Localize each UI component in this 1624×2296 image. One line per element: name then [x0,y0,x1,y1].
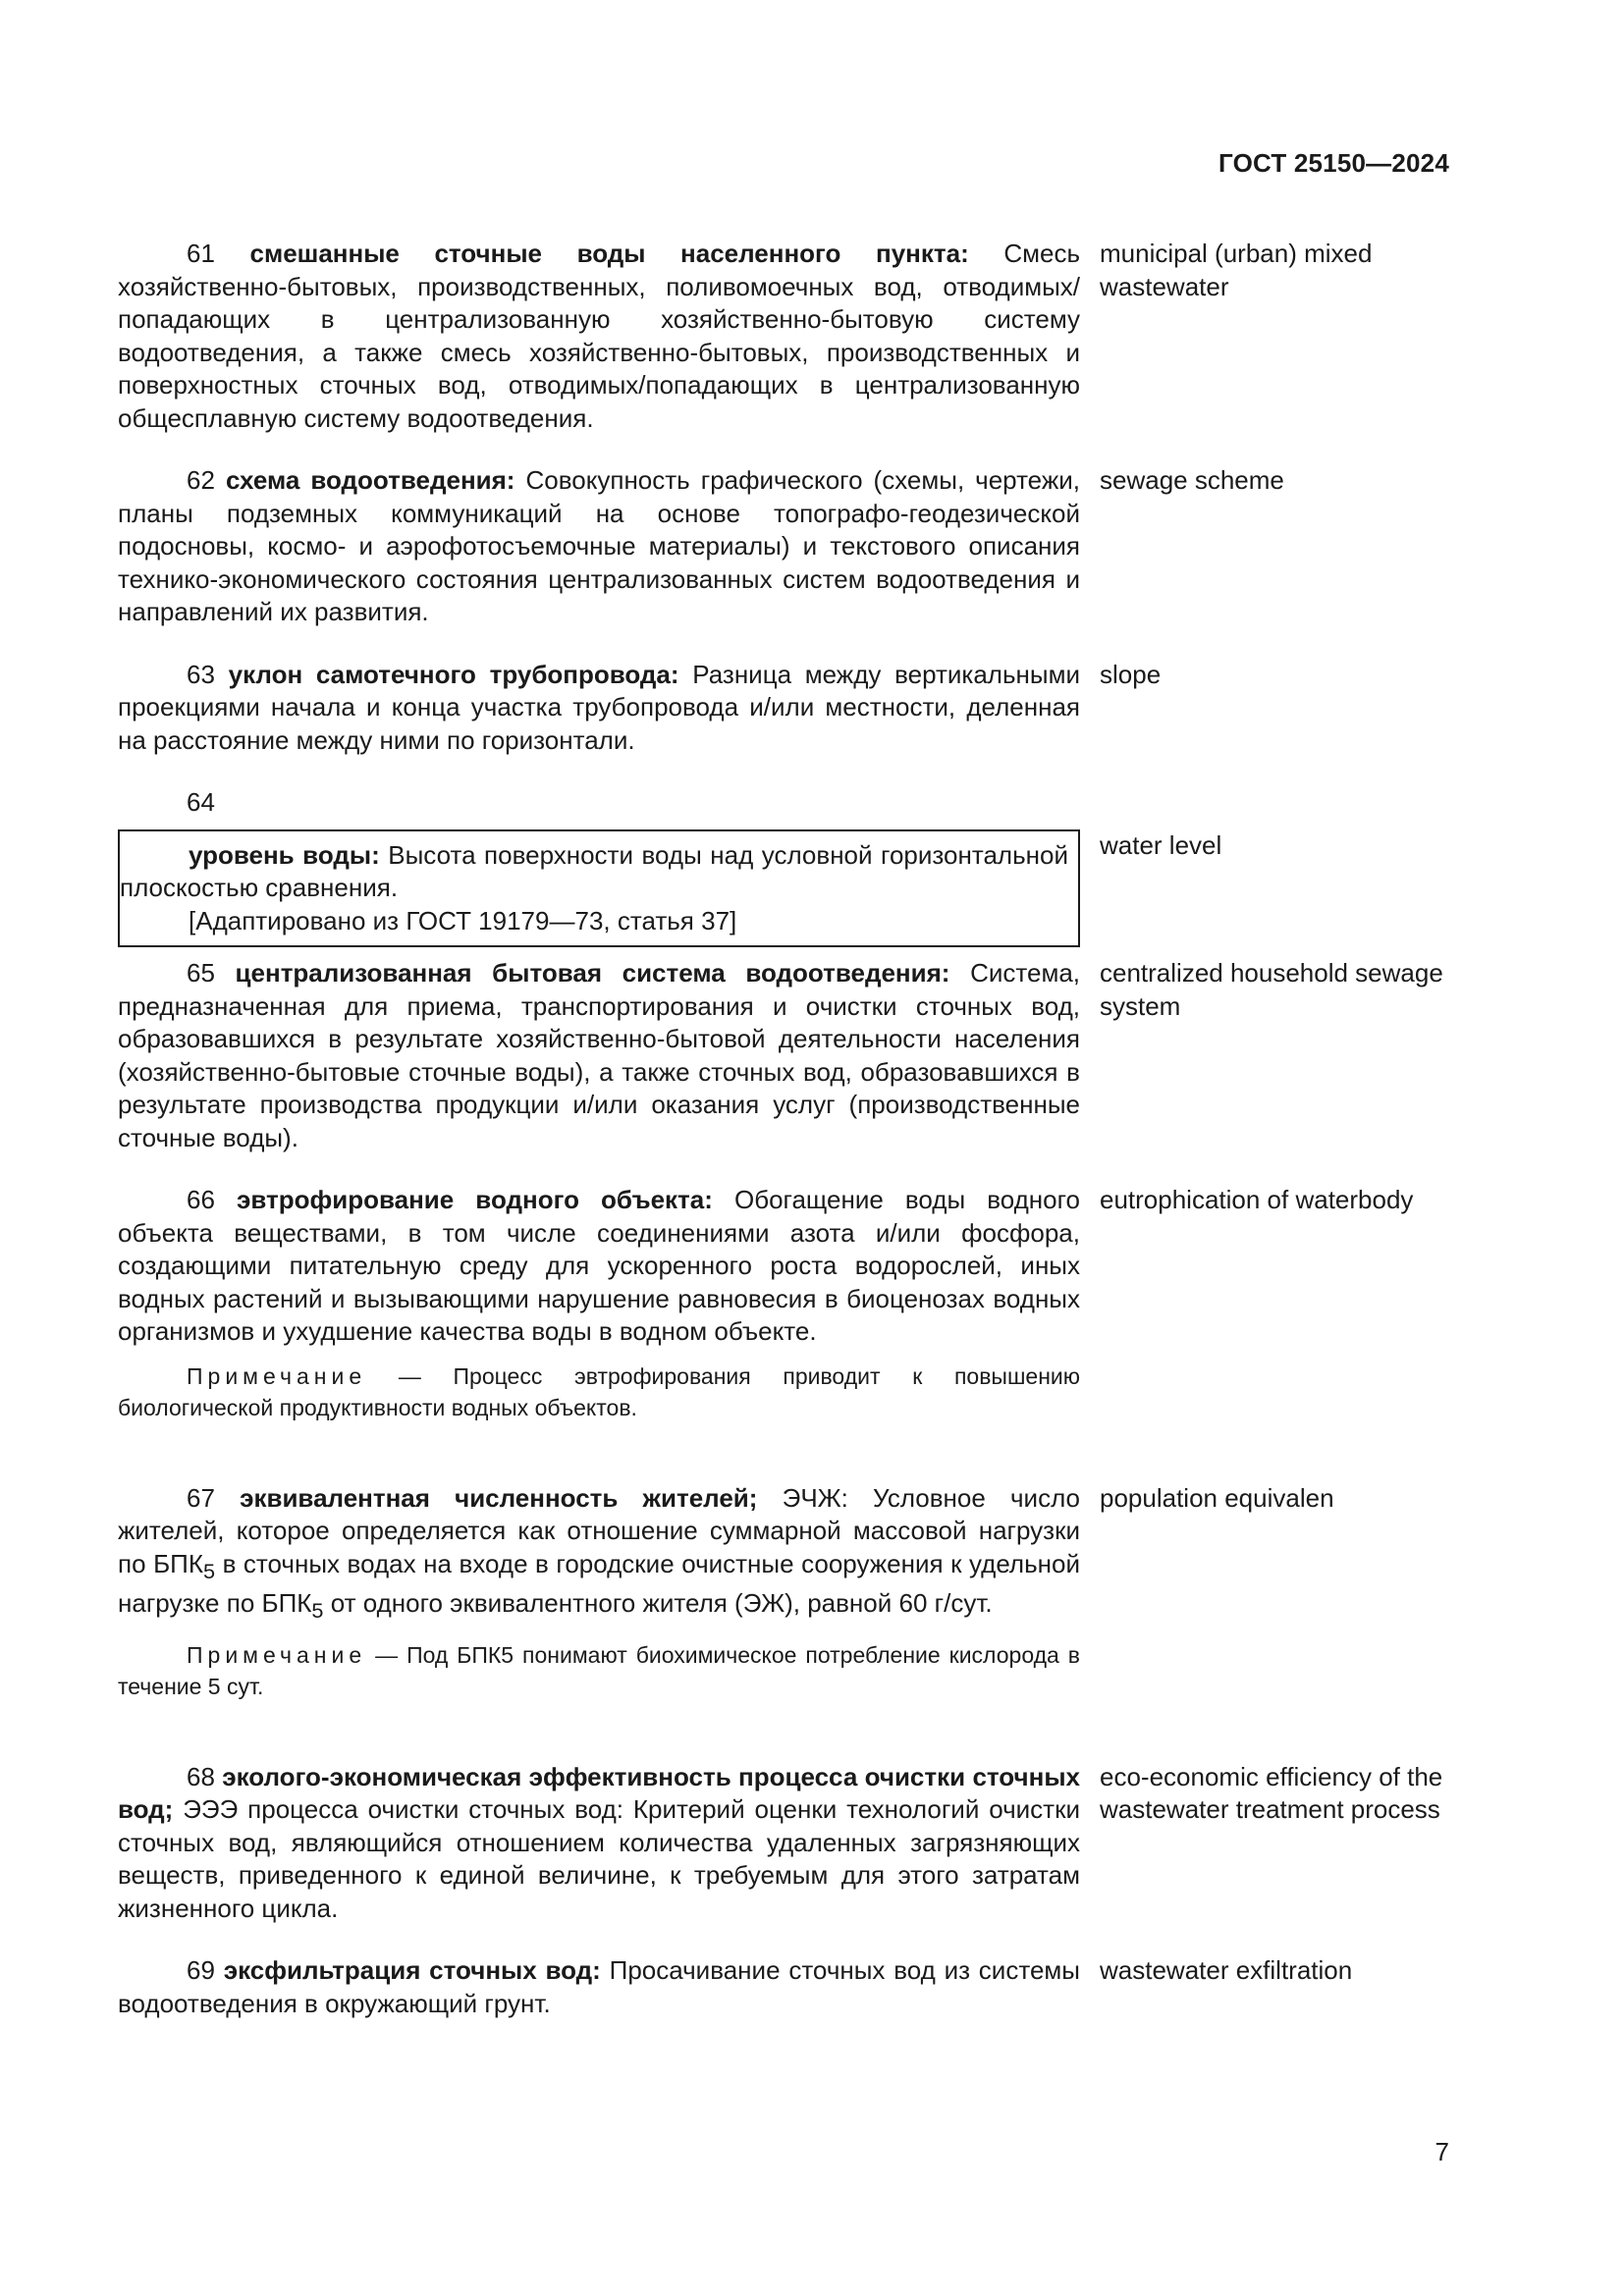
term-entry-65 [118,957,1453,1154]
document-id-header: ГОСТ 25150—2024 [1218,148,1449,178]
term-number: 66 [187,1185,215,1214]
note-text: — Процесс эвтрофирования приводит к повышению биологической продуктивности водных объектов. [118,1362,1080,1420]
term-definition-ru [118,238,1080,435]
term-definition-part3: от одного эквивалентного жителя (ЭЖ), равной 60 г/сут. [330,1588,993,1619]
term-definition: Система, предназначенная для приема, транспортирования и очистки сточных вод, образовавшихся в результате хозяйственно-бытовой деятельности населения (хозяйственно-бытовые сточные воды), а также сточных вод, образовавшихся в результате производства продукции и/или оказания услуг (производственные сточные воды). [118,958,1080,1152]
term-abbreviation: ЭЧЖ: [782,1482,848,1513]
term-definition-ru [118,1954,1080,2020]
term-note [118,1639,1080,1702]
term-number: 69 [187,1955,215,1986]
term-entry-66 [118,1184,1453,1423]
subscript: 5 [311,1598,324,1624]
term-entry-68 [118,1761,1453,1926]
term-entry-63 [118,659,1453,758]
term-definition: Просачивание сточных вод из системы водоотведения в окружающий грунт. [118,1955,1080,2018]
term-number: 65 [187,958,215,988]
term-english: population equivalen [1100,1482,1334,1513]
term-name: смешанные сточные воды населенного пункта: [249,239,969,268]
term-entry-67 [118,1482,1453,1702]
term-number: 68 [187,1761,215,1791]
term-entry-69 [118,1954,1453,2020]
term-number: 67 [187,1482,215,1513]
term-abbreviation: ЭЭЭ процесса очистки сточных вод: [183,1794,623,1825]
term-number: 63 [187,659,215,689]
term-name: эксфильтрация сточных вод: [223,1955,601,1986]
term-entry-62 [118,464,1453,629]
note-label: Примечание [187,1641,367,1668]
term-entry-61 [118,238,1453,435]
term-definition-ru [118,957,1080,1154]
term-name: схема водоотведения: [225,465,515,495]
term-definition-part1: Условное число жителей, которое определяется как отношение суммарной массовой нагрузки по БПК [118,1482,1080,1578]
term-name: эквивалентная численность жителей; [240,1482,758,1513]
term-definition-ru [118,1761,1080,1926]
term-definition: Совокупность графического (схемы, чертежи, планы подземных коммуникаций на основе топографо-геодезической подосновы, космо- и аэрофотосъемочные материалы) и текстового описания технико-экономического состояния централизованных систем водоотведения и направлений их развития. [118,465,1080,626]
term-definition: Разница между вертикальными проекциями начала и конца участка трубопровода и/или местности, деленная на расстояние между ними по горизонтали. [118,659,1080,755]
note-label: Примечание [187,1362,367,1389]
term-name: централизованная бытовая система водоотведения: [235,958,950,988]
note-text: — Под БПК5 понимают биохимическое потребление кислорода в течение 5 сут. [118,1641,1080,1699]
term-name: эколого-экономическая эффективность процесса очистки сточных вод; [118,1761,1080,1825]
boxed-term-definition [118,829,1080,948]
term-name: эвтрофирование водного объекта: [237,1185,713,1214]
term-definition: Обогащение воды водного объекта веществами, в том числе соединениями азота и/или фосфора, создающими питательную среду для ускоренного роста водорослей, иных водных растений и вызывающими нарушение равновесия в биоценозах водных организмов и ухудшение качества воды в водном объекте. [118,1185,1080,1346]
term-definition-ru [118,1482,1080,1702]
term-definition-ru [118,1184,1080,1423]
page-number: 7 [1435,2137,1449,2166]
term-entry-64 [118,829,1453,948]
term-definition-part2: в сточных водах на входе в городские очистные сооружения к удельной нагрузке по БПК [118,1548,1080,1619]
term-english: eco-economic efficiency of the wastewater treatment process [1100,1761,1443,1825]
term-english: water level [1100,829,1222,860]
term-source: [Адаптировано из ГОСТ 19179—73, статья 37] [189,905,737,935]
term-number: 62 [187,465,215,495]
term-english: centralized household sewage system [1100,958,1443,1021]
term-definition-ru [118,659,1080,758]
terms-list [118,238,1453,2050]
term-note [118,1361,1080,1423]
term-english: municipal (urban) mixed wastewater [1100,239,1373,301]
term-name: уклон самотечного трубопровода: [228,659,679,689]
term-number: 61 [187,239,215,268]
term-english: slope [1100,659,1162,689]
term-english: wastewater exfiltration [1100,1955,1353,1986]
term-number: 64 [187,787,215,817]
term-english: eutrophication of waterbody [1100,1185,1414,1214]
term-english: sewage scheme [1100,465,1284,495]
term-definition-ru [118,464,1080,629]
subscript: 5 [202,1558,216,1583]
term-name: уровень воды: [189,839,380,870]
term-definition: Критерий оценки технологий очистки сточных вод, являющийся отношением количества удаленных загрязняющих веществ, приведенного к единой величине, к требуемым для этого затратам жизненного цикла. [118,1794,1080,1923]
term-definition: Высота поверхности воды над условной горизонтальной плоскостью сравнения. [120,839,1068,902]
term-definition: Смесь хозяйственно-бытовых, производственных, поливомоечных вод, отводимых/попадающих в централизованную хозяйственно-бытовую систему водоотведения, а также смесь хозяйственно-бытовых, производственных и поверхностных сточных вод, отводимых/попадающих в централизованную общесплавную систему водоотведения. [118,239,1081,433]
